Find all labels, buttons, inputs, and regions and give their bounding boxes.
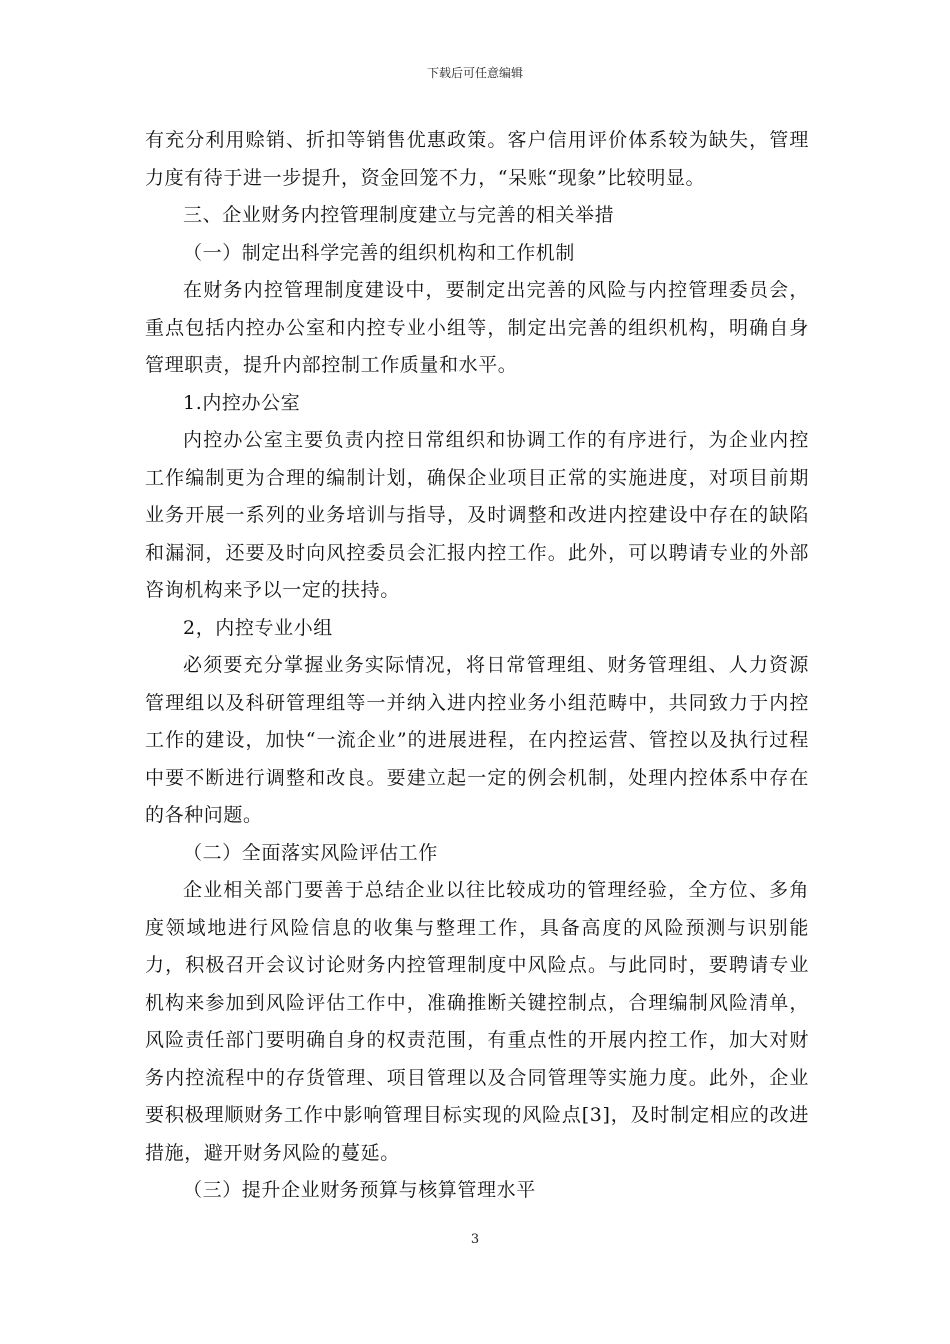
page-header: 下载后可任意编辑 <box>426 66 523 80</box>
document-body <box>145 122 809 1210</box>
paragraph: 必须要充分掌握业务实际情况，将日常管理组、财务管理组、人力资源管理组以及科研管理组等一并纳入进内控业务小组范畴中，共同致力于内控工作的建设，加快“一流企业”的进展进程，在内控运营、管控以及执行过程中要不断进行调整和改良。要建立起一定的例会机制，处理内控体系中存在的各种问题。 <box>145 654 809 826</box>
paragraph-continued: 有充分利用赊销、折扣等销售优惠政策。客户信用评价体系较为缺失，管理力度有待于进一步提升，资金回笼不力，“呆账“现象”比较明显。 <box>145 129 809 189</box>
subsection-heading-3: （三）提升企业财务预算与核算管理水平 <box>183 1179 536 1201</box>
paragraph: 在财务内控管理制度建设中，要制定出完善的风险与内控管理委员会，重点包括内控办公室和内控专业小组等，制定出完善的组织机构，明确自身管理职责，提升内部控制工作质量和水平。 <box>145 279 809 376</box>
item-heading-internal-control-office: 1.内控办公室 <box>183 391 301 414</box>
page-number: 3 <box>470 1232 480 1247</box>
subsection-heading-1: （一）制定出科学完善的组织机构和工作机制 <box>183 241 576 264</box>
paragraph: 企业相关部门要善于总结企业以往比较成功的管理经验，全方位、多角度领域地进行风险信息的收集与整理工作，具备高度的风险预测与识别能力，积极召开会议讨论财务内控管理制度中风险点。与此同时，要聘请专业机构来参加到风险评估工作中，准确推断关键控制点，合理编制风险清单，风险责任部门要明确自身的权责范围，有重点性的开展内控工作，加大对财务内控流程中的存货管理、项目管理以及合同管理等实施力度。此外，企业要积极理顺财务工作中影响管理目标实现的风险点[3]，及时制定相应的改进措施，避开财务风险的蔓延。 <box>145 879 809 1164</box>
subsection-heading-2: （二）全面落实风险评估工作 <box>183 841 438 864</box>
paragraph: 内控办公室主要负责内控日常组织和协调工作的有序进行，为企业内控工作编制更为合理的编制计划，确保企业项目正常的实施进度，对项目前期业务开展一系列的业务培训与指导，及时调整和改进内控建设中存在的缺陷和漏洞，还要及时向风控委员会汇报内控工作。此外，可以聘请专业的外部咨询机构来予以一定的扶持。 <box>145 429 809 601</box>
item-heading-control-team: 2，内控专业小组 <box>183 616 333 639</box>
section-heading-3: 三、企业财务内控管理制度建立与完善的相关举措 <box>183 204 615 226</box>
